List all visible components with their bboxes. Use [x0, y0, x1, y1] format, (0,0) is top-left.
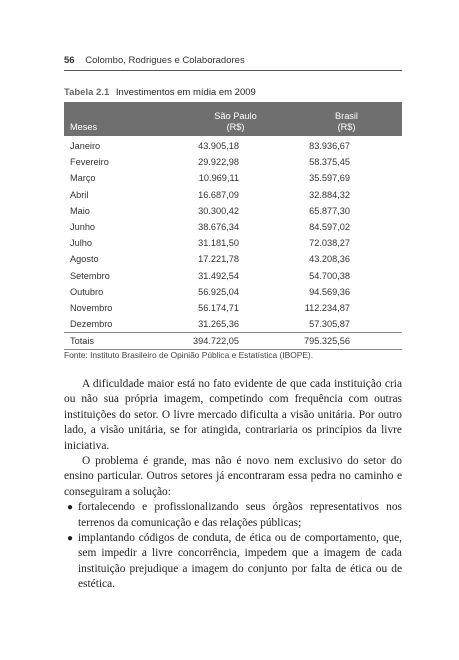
bullet-icon: ● — [67, 533, 74, 545]
header-rule — [64, 70, 402, 71]
header-sao-paulo-unit: (R$) — [226, 122, 245, 132]
cell-sao-paulo: 31.492,54 — [198, 270, 239, 281]
list-item — [67, 500, 402, 531]
cell-month: Maio — [70, 205, 90, 216]
table-caption — [64, 87, 256, 98]
header-months: Meses — [64, 102, 180, 136]
table-row — [64, 187, 402, 203]
table-row — [64, 284, 402, 300]
table-row — [64, 154, 402, 170]
cell-sao-paulo: 31.181,50 — [198, 238, 239, 249]
totals-brasil: 795.325,56 — [291, 333, 402, 350]
media-investment-table — [64, 102, 402, 350]
totals-row — [64, 333, 402, 350]
cell-brasil: 58.375,45 — [309, 157, 350, 168]
solution-list — [64, 500, 402, 592]
cell-brasil: 43.208,36 — [309, 254, 350, 265]
header-brasil — [291, 102, 402, 136]
table-caption-label: Tabela 2.1 — [64, 87, 110, 98]
table-row — [64, 203, 402, 219]
cell-brasil: 57.305,87 — [309, 319, 350, 330]
header-brasil-name: Brasil — [335, 111, 358, 121]
table-row — [64, 170, 402, 186]
table-row — [64, 268, 402, 284]
table-row — [64, 316, 402, 333]
table-row — [64, 219, 402, 235]
cell-brasil: 83.936,67 — [309, 141, 350, 152]
paragraph: A dificuldade maior está no fato evidente de que cada instituição cria ou não sua própria imagem, competindo com frequência com outras instituições do setor. O livre mercado dificulta a visão unitária. Por outro lado, a visão unitária, se for atingida, contrariaria os princípios da livre iniciativa. — [64, 378, 402, 452]
cell-month: Janeiro — [70, 141, 101, 152]
cell-brasil: 32.884,32 — [309, 189, 350, 200]
cell-sao-paulo: 17.221,78 — [198, 254, 239, 265]
table-row — [64, 300, 402, 316]
cell-sao-paulo: 38.676,34 — [198, 222, 239, 233]
cell-sao-paulo: 10.969,11 — [198, 173, 239, 184]
cell-brasil: 54.700,38 — [309, 270, 350, 281]
cell-brasil: 112.234,87 — [304, 302, 350, 313]
cell-month: Novembro — [70, 302, 113, 313]
cell-month: Abril — [70, 189, 89, 200]
cell-month: Junho — [70, 222, 96, 233]
cell-brasil: 35.597,69 — [309, 173, 350, 184]
body-text — [64, 377, 402, 593]
cell-month: Dezembro — [70, 319, 113, 330]
table-header-row — [64, 102, 402, 136]
cell-sao-paulo: 16.687,09 — [198, 189, 239, 200]
table-row — [64, 235, 402, 251]
header-sao-paulo — [180, 102, 291, 136]
cell-brasil: 84.597,02 — [309, 222, 350, 233]
cell-month: Outubro — [70, 286, 104, 297]
table-body — [64, 136, 402, 350]
cell-brasil: 72.038,27 — [309, 238, 350, 249]
table-row — [64, 251, 402, 267]
cell-month: Agosto — [70, 254, 99, 265]
header-sao-paulo-name: São Paulo — [214, 111, 257, 121]
bullet-icon: ● — [67, 502, 74, 514]
page-number: 56 — [64, 55, 75, 66]
cell-sao-paulo: 29.922,98 — [198, 157, 239, 168]
cell-sao-paulo: 30.300,42 — [198, 205, 239, 216]
header-brasil-unit: (R$) — [337, 122, 356, 132]
table-row — [64, 136, 402, 154]
list-item-text: implantando códigos de conduta, de ética ou de comportamento, que, sem impedir a livre concorrência, impedem que a imagem de cada instituição prejudique a imagem do conjunto por falta de ética ou de estética. — [78, 532, 402, 591]
list-item — [67, 531, 402, 593]
cell-month: Março — [70, 173, 96, 184]
paragraph: O problema é grande, mas não é novo nem exclusivo do setor do ensino particular. Outros setores já encontraram essa pedra no caminho e conseguiram a solução: — [64, 455, 402, 498]
cell-month: Fevereiro — [70, 157, 109, 168]
cell-sao-paulo: 56.925,04 — [198, 286, 239, 297]
running-title: Colombo, Rodrigues e Colaboradores — [85, 55, 245, 66]
cell-sao-paulo: 43.905,18 — [198, 141, 239, 152]
table-caption-title: Investimentos em mídia em 2009 — [115, 87, 256, 98]
cell-month: Setembro — [70, 270, 110, 281]
table-source-note: Fonte: Instituto Brasileiro de Opinião Pública e Estatística (IBOPE). — [64, 350, 314, 360]
cell-brasil: 65.877,30 — [309, 205, 350, 216]
cell-sao-paulo: 31.265,36 — [198, 319, 239, 330]
cell-sao-paulo: 56.174,71 — [198, 302, 239, 313]
list-item-text: fortalecendo e profissionalizando seus órgãos representativos nos terrenos da comunicação e das relações públicas; — [78, 501, 402, 529]
totals-sao-paulo: 394.722,05 — [180, 333, 291, 350]
totals-label: Totais — [64, 333, 180, 350]
cell-brasil: 94.569,36 — [309, 286, 350, 297]
cell-month: Julho — [70, 238, 92, 249]
running-header — [64, 55, 402, 69]
